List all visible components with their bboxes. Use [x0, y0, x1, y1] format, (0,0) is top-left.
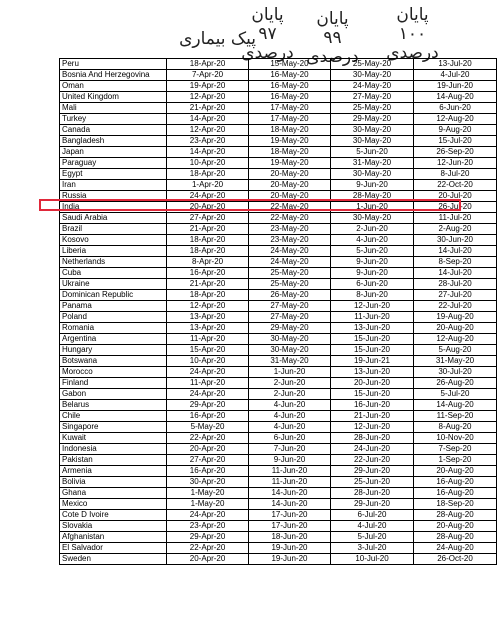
date-cell: 20-Jul-20 [413, 191, 496, 202]
country-cell: Paraguay [60, 158, 167, 169]
table-row [60, 455, 497, 466]
date-cell: 19-May-20 [248, 158, 330, 169]
header-99-line2: ۹۹ [323, 28, 342, 48]
header-99-line3: درصدی [306, 47, 359, 67]
country-cell: Poland [60, 312, 167, 323]
table-row [60, 92, 497, 103]
date-cell: 16-May-20 [248, 81, 330, 92]
table-row [60, 103, 497, 114]
country-cell: Gabon [60, 389, 167, 400]
country-cell: Bangladesh [60, 136, 167, 147]
date-cell: 23-May-20 [248, 224, 330, 235]
date-cell: 30-Jul-20 [413, 367, 496, 378]
table-row [60, 290, 497, 301]
table-row [60, 312, 497, 323]
date-cell: 14-Jul-20 [413, 246, 496, 257]
country-cell: Indonesia [60, 444, 167, 455]
date-cell: 15-Jun-20 [331, 334, 414, 345]
date-cell: 6-Jun-20 [331, 279, 414, 290]
date-cell: 6-Jul-20 [331, 510, 414, 521]
date-cell: 28-May-20 [331, 191, 414, 202]
header-100-line1: پایان [396, 5, 429, 25]
country-cell: Cuba [60, 268, 167, 279]
date-cell: 22-Apr-20 [167, 543, 249, 554]
table-row [60, 257, 497, 268]
date-cell: 27-Apr-20 [167, 213, 249, 224]
date-cell: 12-Jun-20 [413, 158, 496, 169]
table-row [60, 125, 497, 136]
country-cell: Botswana [60, 356, 167, 367]
date-cell: 15-May-20 [248, 59, 330, 70]
table-row [60, 466, 497, 477]
date-cell: 30-May-20 [331, 70, 414, 81]
date-cell: 24-May-20 [248, 257, 330, 268]
date-cell: 8-Sep-20 [413, 257, 496, 268]
date-cell: 26-May-20 [248, 290, 330, 301]
date-cell: 18-May-20 [248, 125, 330, 136]
date-cell: 30-May-20 [248, 334, 330, 345]
date-cell: 30-May-20 [331, 136, 414, 147]
country-cell: Afghanistan [60, 532, 167, 543]
table-row [60, 279, 497, 290]
country-cell: Ukraine [60, 279, 167, 290]
date-cell: 29-May-20 [248, 323, 330, 334]
date-cell: 13-Jun-20 [331, 323, 414, 334]
table-row [60, 532, 497, 543]
table-row [60, 543, 497, 554]
table-row [60, 158, 497, 169]
date-cell: 16-Aug-20 [413, 477, 496, 488]
date-cell: 18-Apr-20 [167, 290, 249, 301]
country-cell: Panama [60, 301, 167, 312]
date-cell: 1-Apr-20 [167, 180, 249, 191]
table-row [60, 345, 497, 356]
date-cell: 15-Jul-20 [413, 136, 496, 147]
country-cell: Bosnia And Herzegovina [60, 70, 167, 81]
date-cell: 7-Apr-20 [167, 70, 249, 81]
country-cell: Finland [60, 378, 167, 389]
date-cell: 14-Aug-20 [413, 400, 496, 411]
date-cell: 11-Jun-20 [248, 477, 330, 488]
country-cell: Slovakia [60, 521, 167, 532]
date-cell: 9-Jun-20 [331, 268, 414, 279]
table-row [60, 246, 497, 257]
date-cell: 2-Jun-20 [248, 378, 330, 389]
date-cell: 20-May-20 [248, 191, 330, 202]
date-cell: 6-Jun-20 [248, 433, 330, 444]
date-cell: 29-Jun-20 [331, 499, 414, 510]
date-cell: 21-Apr-20 [167, 279, 249, 290]
date-cell: 16-Aug-20 [413, 488, 496, 499]
country-cell: Japan [60, 147, 167, 158]
date-cell: 18-Sep-20 [413, 499, 496, 510]
table-row [60, 213, 497, 224]
date-cell: 15-Apr-20 [167, 345, 249, 356]
country-cell: Sweden [60, 554, 167, 565]
date-cell: 5-Aug-20 [413, 345, 496, 356]
date-cell: 8-Jul-20 [413, 169, 496, 180]
table-row [60, 477, 497, 488]
date-cell: 17-May-20 [248, 103, 330, 114]
date-cell: 5-Jun-20 [331, 147, 414, 158]
date-cell: 30-May-20 [331, 125, 414, 136]
country-cell: Brazil [60, 224, 167, 235]
date-cell: 1-Sep-20 [413, 455, 496, 466]
date-cell: 19-Aug-20 [413, 312, 496, 323]
table-row [60, 301, 497, 312]
date-cell: 3-Jul-20 [331, 543, 414, 554]
date-cell: 12-Aug-20 [413, 334, 496, 345]
table-row [60, 367, 497, 378]
table-row [60, 499, 497, 510]
date-cell: 29-Apr-20 [167, 400, 249, 411]
date-cell: 14-Jun-20 [248, 499, 330, 510]
date-cell: 26-Jul-20 [413, 202, 496, 213]
date-cell: 28-Jul-20 [413, 279, 496, 290]
country-cell: Mali [60, 103, 167, 114]
country-cell: Saudi Arabia [60, 213, 167, 224]
date-cell: 1-Jun-20 [331, 202, 414, 213]
date-cell: 22-Oct-20 [413, 180, 496, 191]
date-cell: 18-Jun-20 [248, 532, 330, 543]
date-cell: 18-Apr-20 [167, 246, 249, 257]
date-cell: 30-May-20 [248, 345, 330, 356]
date-cell: 9-Jun-20 [331, 257, 414, 268]
table-row [60, 378, 497, 389]
date-cell: 11-Apr-20 [167, 334, 249, 345]
date-cell: 2-Jun-20 [248, 389, 330, 400]
table-row [60, 136, 497, 147]
country-cell: Russia [60, 191, 167, 202]
date-cell: 11-Jun-20 [248, 466, 330, 477]
date-cell: 11-Jun-20 [331, 312, 414, 323]
date-cell: 1-May-20 [167, 488, 249, 499]
table-row [60, 224, 497, 235]
date-cell: 5-Jul-20 [331, 532, 414, 543]
header-97-line2: ۹۷ [258, 24, 277, 44]
date-cell: 25-Jun-20 [331, 477, 414, 488]
country-cell: Hungary [60, 345, 167, 356]
date-cell: 27-May-20 [248, 312, 330, 323]
country-cell: El Salvador [60, 543, 167, 554]
date-cell: 27-Apr-20 [167, 455, 249, 466]
date-cell: 20-May-20 [248, 180, 330, 191]
date-cell: 24-Apr-20 [167, 191, 249, 202]
country-cell: Kuwait [60, 433, 167, 444]
table-row [60, 554, 497, 565]
header-97-percent [240, 6, 295, 63]
date-cell: 26-Aug-20 [413, 378, 496, 389]
date-cell: 24-Jun-20 [331, 444, 414, 455]
date-cell: 28-Aug-20 [413, 510, 496, 521]
date-cell: 21-Jun-20 [331, 411, 414, 422]
header-99-line1: پایان [316, 9, 349, 29]
date-cell: 16-Jun-20 [331, 400, 414, 411]
date-cell: 27-May-20 [248, 301, 330, 312]
date-cell: 31-May-20 [413, 356, 496, 367]
country-cell: Ghana [60, 488, 167, 499]
date-cell: 12-Apr-20 [167, 125, 249, 136]
date-cell: 4-Jun-20 [248, 411, 330, 422]
country-cell: Peru [60, 59, 167, 70]
date-cell: 11-Sep-20 [413, 411, 496, 422]
country-cell: Belarus [60, 400, 167, 411]
header-100-line3: درصدی [386, 43, 439, 63]
country-cell: Dominican Republic [60, 290, 167, 301]
date-cell: 4-Jun-20 [331, 235, 414, 246]
date-cell: 10-Apr-20 [167, 356, 249, 367]
date-cell: 10-Apr-20 [167, 158, 249, 169]
date-cell: 2-Aug-20 [413, 224, 496, 235]
table-row [60, 180, 497, 191]
table-row [60, 510, 497, 521]
country-cell: Kosovo [60, 235, 167, 246]
date-cell: 7-Jun-20 [248, 444, 330, 455]
date-cell: 26-Oct-20 [413, 554, 496, 565]
date-cell: 25-May-20 [331, 59, 414, 70]
date-cell: 20-Aug-20 [413, 323, 496, 334]
date-cell: 29-Apr-20 [167, 532, 249, 543]
header-97-line3: درصدی [241, 43, 294, 63]
date-cell: 21-Apr-20 [167, 224, 249, 235]
table-row [60, 81, 497, 92]
date-cell: 16-May-20 [248, 70, 330, 81]
date-cell: 16-May-20 [248, 92, 330, 103]
date-cell: 11-Apr-20 [167, 378, 249, 389]
date-cell: 27-May-20 [331, 92, 414, 103]
country-cell: Chile [60, 411, 167, 422]
table-row [60, 169, 497, 180]
date-cell: 10-Jul-20 [331, 554, 414, 565]
table-row [60, 268, 497, 279]
date-cell: 23-Apr-20 [167, 521, 249, 532]
date-cell: 28-Jun-20 [331, 433, 414, 444]
table-row [60, 422, 497, 433]
date-cell: 4-Jun-20 [248, 422, 330, 433]
date-cell: 22-Jul-20 [413, 301, 496, 312]
country-cell: Turkey [60, 114, 167, 125]
date-cell: 4-Jul-20 [413, 70, 496, 81]
date-cell: 18-May-20 [248, 147, 330, 158]
date-cell: 22-Apr-20 [167, 433, 249, 444]
date-cell: 14-Jul-20 [413, 268, 496, 279]
date-cell: 24-Apr-20 [167, 367, 249, 378]
date-cell: 30-May-20 [331, 213, 414, 224]
date-cell: 9-Jun-20 [248, 455, 330, 466]
country-cell: Argentina [60, 334, 167, 345]
date-cell: 19-Jun-20 [248, 554, 330, 565]
date-cell: 5-May-20 [167, 422, 249, 433]
country-cell: Canada [60, 125, 167, 136]
date-cell: 29-Jun-20 [331, 466, 414, 477]
date-cell: 24-May-20 [248, 246, 330, 257]
country-cell: Morocco [60, 367, 167, 378]
date-cell: 8-Apr-20 [167, 257, 249, 268]
date-cell: 12-Jun-20 [331, 301, 414, 312]
table-row [60, 488, 497, 499]
date-cell: 17-May-20 [248, 114, 330, 125]
date-cell: 20-Aug-20 [413, 521, 496, 532]
country-cell: Iran [60, 180, 167, 191]
country-cell: Romania [60, 323, 167, 334]
table-row [60, 356, 497, 367]
date-cell: 19-Jun-20 [413, 81, 496, 92]
country-cell: Oman [60, 81, 167, 92]
date-cell: 28-Aug-20 [413, 532, 496, 543]
date-cell: 25-May-20 [248, 279, 330, 290]
highlight-box-iran [39, 199, 461, 211]
date-cell: 31-May-20 [331, 158, 414, 169]
country-cell: Mexico [60, 499, 167, 510]
covid-end-dates-table [59, 58, 497, 565]
date-cell: 12-Apr-20 [167, 92, 249, 103]
date-cell: 24-May-20 [331, 81, 414, 92]
date-cell: 7-Sep-20 [413, 444, 496, 455]
date-cell: 15-Jun-20 [331, 345, 414, 356]
date-cell: 15-Jun-20 [331, 389, 414, 400]
date-cell: 20-Aug-20 [413, 466, 496, 477]
date-cell: 23-Apr-20 [167, 136, 249, 147]
date-cell: 30-Jun-20 [413, 235, 496, 246]
table-row [60, 400, 497, 411]
date-cell: 25-May-20 [248, 268, 330, 279]
date-cell: 22-Jun-20 [331, 455, 414, 466]
date-cell: 6-Jun-20 [413, 103, 496, 114]
table-row [60, 389, 497, 400]
date-cell: 20-May-20 [248, 169, 330, 180]
date-cell: 13-Jun-20 [331, 367, 414, 378]
date-cell: 14-Apr-20 [167, 147, 249, 158]
country-cell: Liberia [60, 246, 167, 257]
table-row [60, 59, 497, 70]
country-cell: Pakistan [60, 455, 167, 466]
date-cell: 22-May-20 [248, 213, 330, 224]
table-row [60, 334, 497, 345]
date-cell: 16-Apr-20 [167, 411, 249, 422]
date-cell: 12-Aug-20 [413, 114, 496, 125]
date-cell: 9-Jun-20 [331, 180, 414, 191]
table-body [60, 59, 497, 565]
country-cell: Singapore [60, 422, 167, 433]
table-row [60, 411, 497, 422]
date-cell: 8-Aug-20 [413, 422, 496, 433]
country-cell: Armenia [60, 466, 167, 477]
header-100-percent [370, 6, 455, 63]
date-cell: 1-Jun-20 [248, 367, 330, 378]
date-cell: 21-Apr-20 [167, 103, 249, 114]
header-100-line2: ۱۰۰ [398, 24, 427, 44]
date-cell: 12-Jun-20 [331, 422, 414, 433]
header-peak-label: پیک بیماری [179, 29, 256, 49]
country-cell: India [60, 202, 167, 213]
date-cell: 23-May-20 [248, 235, 330, 246]
date-cell: 12-Apr-20 [167, 301, 249, 312]
date-cell: 24-Apr-20 [167, 510, 249, 521]
date-cell: 18-Apr-20 [167, 235, 249, 246]
table-row [60, 323, 497, 334]
date-cell: 13-Apr-20 [167, 323, 249, 334]
table-row [60, 521, 497, 532]
date-cell: 18-Apr-20 [167, 169, 249, 180]
date-cell: 11-Jul-20 [413, 213, 496, 224]
table-row [60, 235, 497, 246]
date-cell: 14-Jun-20 [248, 488, 330, 499]
date-cell: 8-Jun-20 [331, 290, 414, 301]
date-cell: 25-May-20 [331, 103, 414, 114]
date-cell: 19-May-20 [248, 136, 330, 147]
date-cell: 17-Jun-20 [248, 521, 330, 532]
country-cell: Egypt [60, 169, 167, 180]
date-cell: 4-Jul-20 [331, 521, 414, 532]
header-97-line1: پایان [251, 5, 284, 25]
date-cell: 29-May-20 [331, 114, 414, 125]
date-cell: 16-Apr-20 [167, 466, 249, 477]
date-cell: 20-Apr-20 [167, 202, 249, 213]
date-cell: 22-May-20 [248, 202, 330, 213]
date-cell: 5-Jul-20 [413, 389, 496, 400]
date-cell: 20-Apr-20 [167, 444, 249, 455]
date-cell: 14-Aug-20 [413, 92, 496, 103]
date-cell: 19-Apr-20 [167, 81, 249, 92]
date-cell: 26-Sep-20 [413, 147, 496, 158]
date-cell: 5-Jun-20 [331, 246, 414, 257]
date-cell: 24-Aug-20 [413, 543, 496, 554]
table-row [60, 444, 497, 455]
date-cell: 1-May-20 [167, 499, 249, 510]
date-cell: 9-Aug-20 [413, 125, 496, 136]
date-cell: 2-Jun-20 [331, 224, 414, 235]
date-cell: 19-Jun-21 [331, 356, 414, 367]
date-cell: 10-Nov-20 [413, 433, 496, 444]
date-cell: 17-Jun-20 [248, 510, 330, 521]
date-cell: 24-Apr-20 [167, 389, 249, 400]
date-cell: 16-Apr-20 [167, 268, 249, 279]
date-cell: 30-May-20 [331, 169, 414, 180]
country-cell: Bolivia [60, 477, 167, 488]
table-row [60, 433, 497, 444]
date-cell: 20-Apr-20 [167, 554, 249, 565]
date-cell: 14-Apr-20 [167, 114, 249, 125]
date-cell: 20-Jun-20 [331, 378, 414, 389]
country-cell: Cote D Ivoire [60, 510, 167, 521]
date-cell: 30-Apr-20 [167, 477, 249, 488]
date-cell: 28-Jun-20 [331, 488, 414, 499]
date-cell: 13-Apr-20 [167, 312, 249, 323]
date-cell: 4-Jun-20 [248, 400, 330, 411]
date-cell: 18-Apr-20 [167, 59, 249, 70]
date-cell: 31-May-20 [248, 356, 330, 367]
table-row [60, 147, 497, 158]
country-cell: United Kingdom [60, 92, 167, 103]
date-cell: 19-Jun-20 [248, 543, 330, 554]
date-cell: 13-Jul-20 [413, 59, 496, 70]
table-row [60, 114, 497, 125]
date-cell: 27-Jul-20 [413, 290, 496, 301]
table-row [60, 70, 497, 81]
country-cell: Netherlands [60, 257, 167, 268]
